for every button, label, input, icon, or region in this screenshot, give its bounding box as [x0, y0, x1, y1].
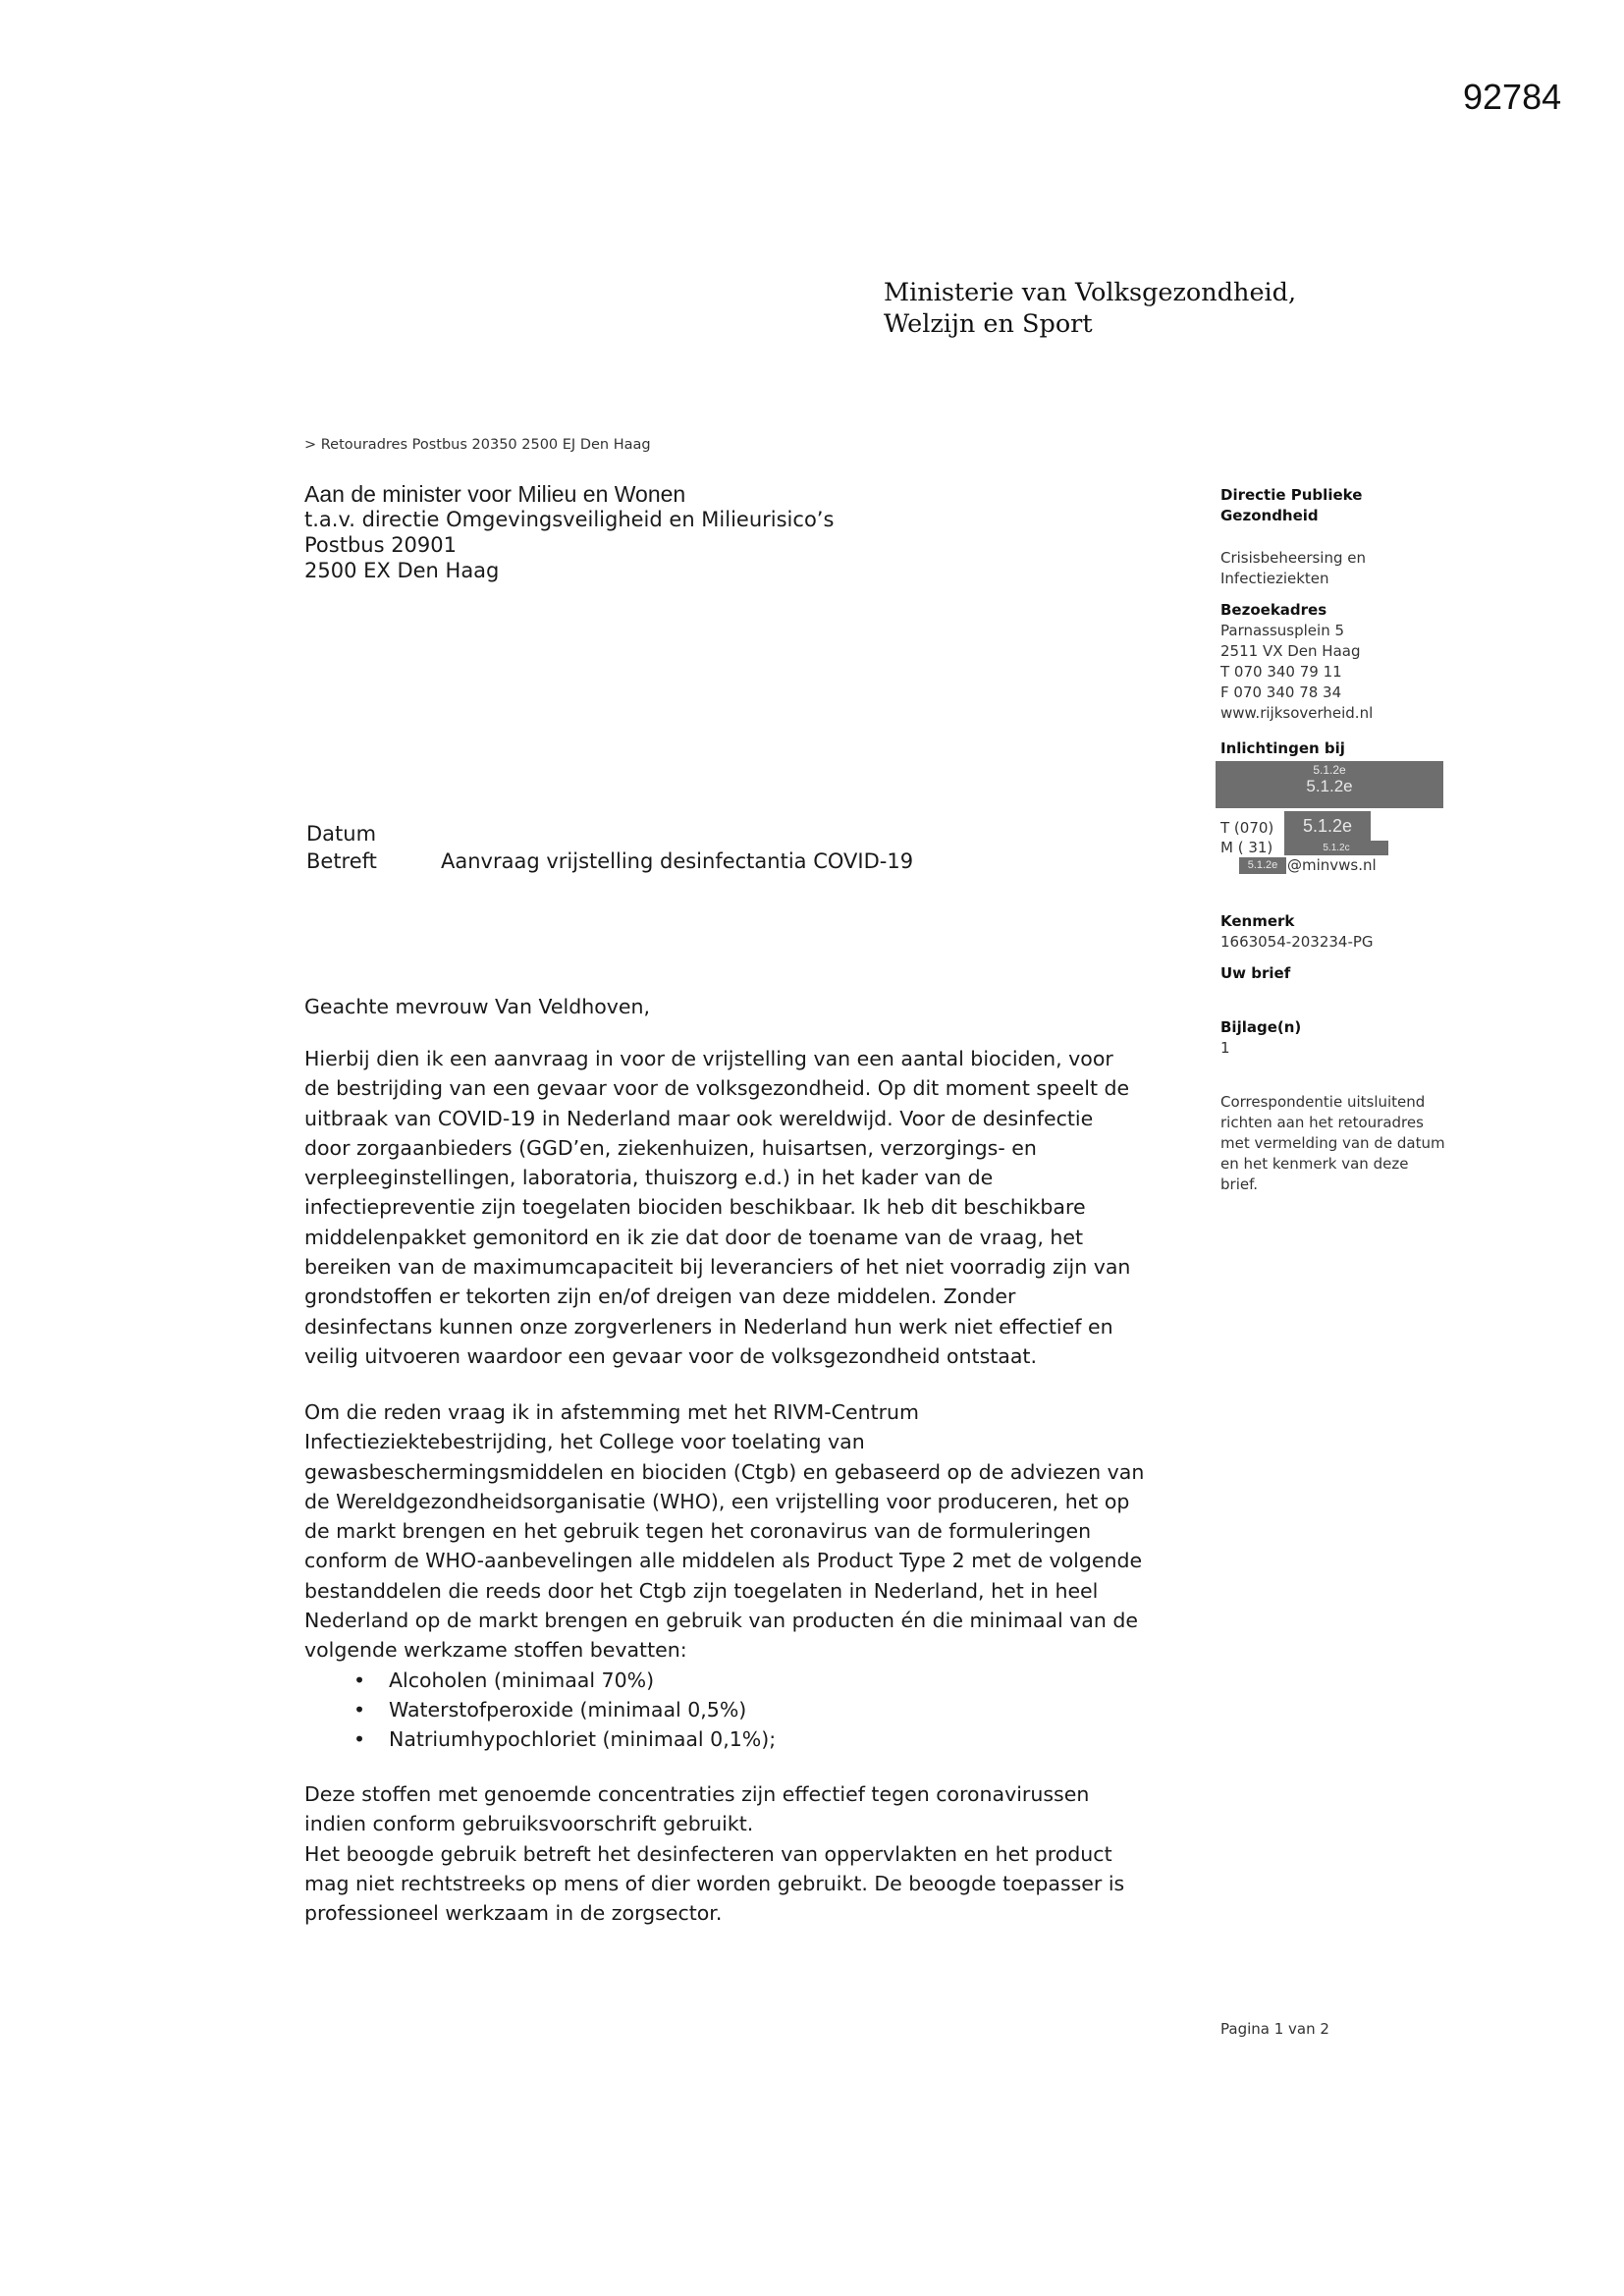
- text-line: verpleeginstellingen, laboratoria, thuiszorg e.d.) in het kader van de: [304, 1166, 994, 1190]
- sidebar-reference: [1220, 911, 1374, 953]
- mobile-prefix: M ( 31): [1220, 839, 1273, 856]
- date-row: [306, 820, 913, 847]
- paragraph-1: [304, 1044, 1208, 1371]
- recipient-address: [304, 481, 834, 583]
- list-item: [304, 1666, 1208, 1695]
- sidebar-directorate: [1220, 485, 1362, 526]
- text-line: bereiken van de maximumcapaciteit bij leveranciers of het niet voorradig zijn van: [304, 1255, 1131, 1280]
- email-suffix: @minvws.nl: [1287, 856, 1377, 874]
- bullet-icon: •: [353, 1667, 366, 1692]
- visit-address-label: Bezoekadres: [1220, 601, 1327, 619]
- letter-meta: [306, 820, 913, 875]
- text-line: gewasbeschermingsmiddelen en biociden (Ctgb) en gebaseerd op de adviezen van: [304, 1459, 1145, 1484]
- sidebar-visit-address: [1220, 600, 1373, 724]
- visit-address-line: T 070 340 79 11: [1220, 663, 1342, 681]
- text-line: Nederland op de markt brengen en gebruik van producten én die minimaal van de: [304, 1609, 1138, 1633]
- text-line: Deze stoffen met genoemde concentraties zijn effectief tegen coronavirussen: [304, 1782, 1090, 1806]
- text-line: Het beoogde gebruik betreft het desinfecteren van oppervlakten en het product: [304, 1841, 1112, 1866]
- text-line: conform de WHO-aanbevelingen alle middelen als Product Type 2 met de volgende: [304, 1549, 1143, 1573]
- bullet-icon: •: [353, 1727, 366, 1752]
- note-line: met vermelding van de datum: [1220, 1134, 1445, 1152]
- sidebar-info-label: [1220, 738, 1345, 759]
- text-line: de Wereldgezondheidsorganisatie (WHO), een vrijstelling voor produceren, het op: [304, 1489, 1130, 1513]
- list-item: [304, 1724, 1208, 1754]
- phone-prefix: T (070): [1220, 819, 1274, 837]
- list-item-text: Waterstofperoxide (minimaal 0,5%): [389, 1697, 747, 1722]
- substance-list: [304, 1666, 1208, 1755]
- recipient-line: Aan de minister voor Milieu en Wonen: [304, 481, 686, 507]
- reference-value: 1663054-203234-PG: [1220, 933, 1374, 951]
- recipient-line: 2500 EX Den Haag: [304, 559, 500, 582]
- text-line: de markt brengen en het gebruik tegen het coronavirus van de formuleringen: [304, 1519, 1092, 1544]
- directorate-line: Directie Publieke: [1220, 486, 1363, 504]
- document-number: 92784: [1463, 77, 1562, 117]
- redaction-mobile: 5.1.2c: [1284, 841, 1388, 855]
- paragraph-3: [304, 1779, 1208, 1928]
- text-line: volgende werkzame stoffen bevatten:: [304, 1638, 687, 1663]
- text-line: Hierbij dien ik een aanvraag in voor de vrijstelling van een aantal biociden, voor: [304, 1047, 1113, 1070]
- salutation-text: Geachte mevrouw Van Veldhoven,: [304, 995, 651, 1018]
- list-item-text: Natriumhypochloriet (minimaal 0,1%);: [389, 1727, 777, 1752]
- text-line: mag niet rechtstreeks op mens of dier worden gebruikt. De beoogde toepasser is: [304, 1871, 1125, 1895]
- recipient-line: Postbus 20901: [304, 533, 457, 557]
- note-line: richten aan het retouradres: [1220, 1114, 1424, 1131]
- text-line: veilig uitvoeren waardoor een gevaar voor de volksgezondheid ontstaat.: [304, 1343, 1037, 1368]
- text-line: infectiepreventie zijn toegelaten biociden beschikbaar. Ik heb dit beschikbare: [304, 1195, 1086, 1220]
- redaction-email: 5.1.2e: [1239, 857, 1286, 874]
- text-line: professioneel werkzaam in de zorgsector.: [304, 1901, 723, 1926]
- subject-label: Betreft: [306, 849, 377, 873]
- sidebar-department: [1220, 548, 1366, 589]
- visit-address-line: 2511 VX Den Haag: [1220, 642, 1361, 660]
- attachments-value: 1: [1220, 1039, 1230, 1057]
- ministry-name-line-2: Welzijn en Sport: [884, 309, 1093, 339]
- text-line: Om die reden vraag ik in afstemming met het RIVM-Centrum: [304, 1400, 919, 1424]
- text-line: middelenpakket gemonitord en ik zie dat door de toename van de vraag, het: [304, 1225, 1084, 1249]
- text-line: Infectieziektebestrijding, het College voor toelating van: [304, 1430, 865, 1454]
- redaction-phone: 5.1.2e: [1284, 811, 1371, 841]
- info-label: Inlichtingen bij: [1220, 739, 1345, 757]
- text-line: bestanddelen die reeds door het Ctgb zijn toegelaten in Nederland, het in heel: [304, 1578, 1099, 1603]
- recipient-line: t.a.v. directie Omgevingsveiligheid en Milieurisico’s: [304, 508, 835, 531]
- salutation: [304, 992, 1208, 1021]
- note-line: en het kenmerk van deze: [1220, 1155, 1409, 1173]
- department-line: Crisisbeheersing en: [1220, 549, 1367, 567]
- text-line: de bestrijding van een gevaar voor de volksgezondheid. Op dit moment speelt de: [304, 1076, 1130, 1101]
- reference-label: Kenmerk: [1220, 912, 1295, 930]
- website-link[interactable]: www.rijksoverheid.nl: [1220, 704, 1374, 722]
- sidebar-attachments: [1220, 1017, 1301, 1059]
- page-number: Pagina 1 van 2: [1220, 2020, 1329, 2038]
- note-line: brief.: [1220, 1175, 1259, 1193]
- ministry-name-line-1: Ministerie van Volksgezondheid,: [884, 278, 1297, 307]
- bullet-icon: •: [353, 1697, 366, 1722]
- subject-value: Aanvraag vrijstelling desinfectantia COVID-19: [441, 849, 914, 873]
- subject-row: [306, 847, 913, 875]
- department-line: Infectieziekten: [1220, 570, 1329, 587]
- list-item-text: Alcoholen (minimaal 70%): [389, 1667, 655, 1692]
- ministry-logo: [884, 277, 1296, 340]
- your-letter-label-text: Uw brief: [1220, 964, 1291, 982]
- text-line: desinfectans kunnen onze zorgverleners in Nederland hun werk niet effectief en: [304, 1314, 1113, 1339]
- list-item: [304, 1695, 1208, 1724]
- attachments-label: Bijlage(n): [1220, 1018, 1302, 1036]
- text-line: grondstoffen er tekorten zijn en/of dreigen van deze middelen. Zonder: [304, 1285, 1016, 1309]
- text-line: door zorgaanbieders (GGD’en, ziekenhuizen, huisartsen, verzorgings- en: [304, 1135, 1037, 1160]
- text-line: uitbraak van COVID-19 in Nederland maar ook wereldwijd. Voor de desinfectie: [304, 1106, 1094, 1130]
- visit-address-line: F 070 340 78 34: [1220, 683, 1342, 701]
- correspondence-note: [1220, 1092, 1445, 1195]
- return-address: > Retouradres Postbus 20350 2500 EJ Den Haag: [304, 437, 651, 453]
- visit-address-line: Parnassusplein 5: [1220, 622, 1345, 639]
- redaction-block: [1216, 761, 1443, 808]
- redaction-code: 5.1.2e: [1313, 763, 1346, 777]
- text-line: indien conform gebruiksvoorschrift gebruikt.: [304, 1812, 754, 1836]
- directorate-line: Gezondheid: [1220, 507, 1319, 524]
- your-letter-label: [1220, 963, 1290, 984]
- note-line: Correspondentie uitsluitend: [1220, 1093, 1426, 1111]
- date-label: Datum: [306, 822, 377, 846]
- redaction-code: 5.1.2e: [1306, 777, 1353, 795]
- paragraph-2: [304, 1397, 1208, 1755]
